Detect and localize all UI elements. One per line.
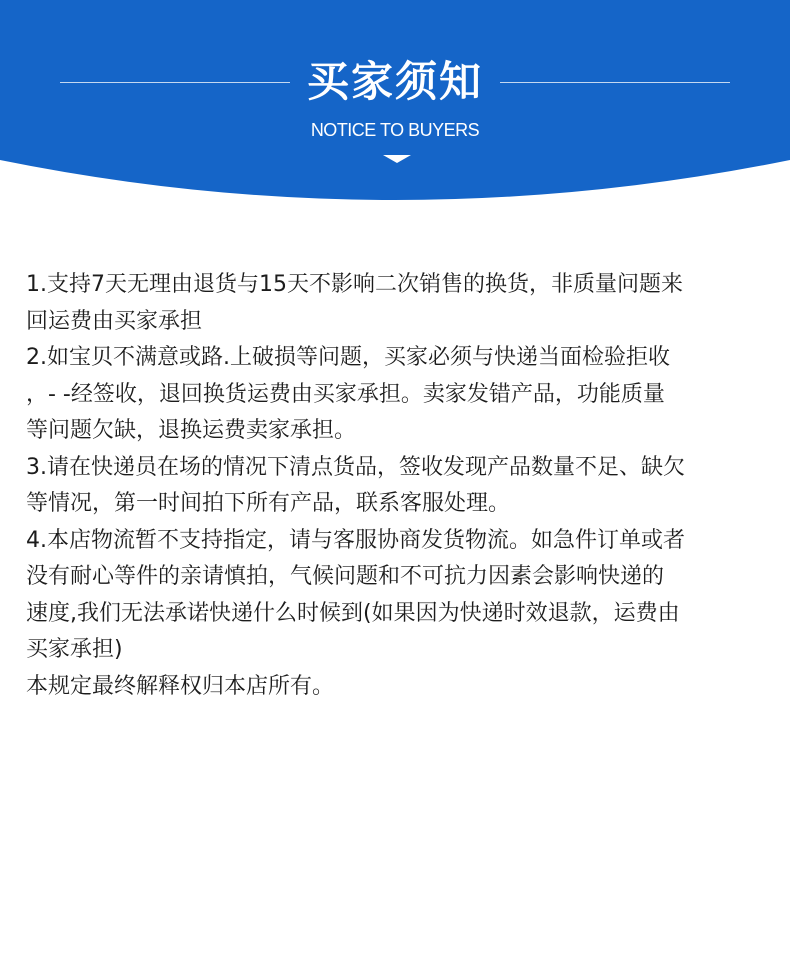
down-arrow-icon <box>383 155 411 163</box>
notice-content <box>26 267 776 705</box>
page-title: 买家须知 <box>306 57 483 106</box>
notice-line: 本规定最终解释权归本店所有。 <box>26 673 335 699</box>
notice-line: 买家承担) <box>26 637 123 662</box>
notice-line: 等问题欠缺，退换运费卖家承担。 <box>26 418 357 443</box>
notice-line: ，- -经签收，退回换货运费由买家承担。卖家发错产品，功能质量 <box>26 381 665 407</box>
header-banner <box>0 0 790 205</box>
notice-line: 回运费由买家承担 <box>26 308 203 334</box>
notice-line: 等情况，第一时间拍下所有产品，联系客服处理。 <box>26 491 511 516</box>
notice-line: 2.如宝贝不满意或路.上破损等问题，买家必须与快递当面检验拒收 <box>26 345 670 370</box>
notice-line: 没有耐心等件的亲请慎拍，气候问题和不可抗力因素会影响快递的 <box>26 564 665 589</box>
notice-line: 速度,我们无法承诺快递什么时候到(如果因为快递时效退款，运费由 <box>26 600 680 626</box>
page-subtitle: NOTICE TO BUYERS <box>310 120 480 140</box>
notice-line: 4.本店物流暂不支持指定，请与客服协商发货物流。如急件订单或者 <box>26 527 685 553</box>
notice-line: 1.支持7天无理由退货与15天不影响二次销售的换货，非质量问题来 <box>26 272 683 297</box>
notice-line: 3.请在快递员在场的情况下清点货品，签收发现产品数量不足、缺欠 <box>26 454 685 480</box>
